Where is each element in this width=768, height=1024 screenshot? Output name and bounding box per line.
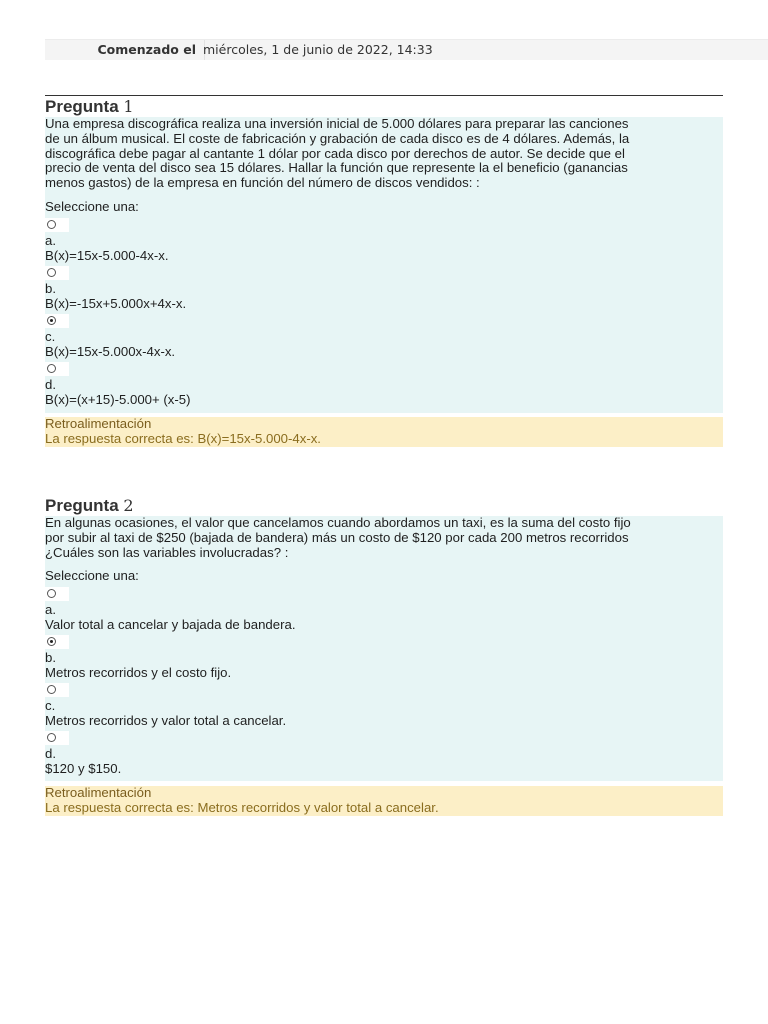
- option-text: Metros recorridos y el costo fijo.: [45, 665, 232, 681]
- option-letter: c.: [45, 328, 56, 344]
- option-letter: b.: [45, 280, 56, 296]
- option-letter: c.: [45, 698, 56, 714]
- question-2-option-d[interactable]: [45, 729, 723, 777]
- question-2-number: 2: [123, 496, 134, 515]
- option-text: B(x)=-15x+5.000x+4x-x.: [45, 295, 187, 311]
- radio-button-selected[interactable]: [45, 635, 69, 649]
- option-letter: b.: [45, 650, 56, 666]
- question-2-option-a[interactable]: [45, 585, 723, 633]
- option-text: B(x)=15x-5.000-4x-x.: [45, 247, 169, 263]
- question-2-title-word: Pregunta: [45, 496, 119, 515]
- radio-button[interactable]: [45, 587, 69, 601]
- radio-button[interactable]: [45, 683, 69, 697]
- question-2-prompt: Seleccione una:: [45, 568, 139, 584]
- question-1-feedback: [45, 417, 723, 447]
- question-1-option-c[interactable]: [45, 312, 723, 360]
- question-1-option-b[interactable]: [45, 264, 723, 312]
- question-1-text: Una empresa discográfica realiza una inversión inicial de 5.000 dólares para preparar las canciones de un álbum musical. El coste de fabricación y grabación de cada disco es de 4 dólares. Además, la discográfica debe pagar al cantante 1 dólar por cada disco por derechos de autor. Se decide que el precio de venta del disco sea 15 dólares. Hallar la función que represente la el beneficio (ganancias menos gastos) de la empresa en función del número de discos vendidos: :: [45, 116, 630, 191]
- question-1-title-word: Pregunta: [45, 97, 119, 116]
- question-2-option-b[interactable]: [45, 633, 723, 681]
- feedback-text: La respuesta correcta es: B(x)=15x-5.000-4x-x.: [45, 430, 321, 446]
- feedback-label: Retroalimentación: [45, 785, 152, 800]
- option-letter: a.: [45, 602, 56, 618]
- option-text: B(x)=15x-5.000x-4x-x.: [45, 343, 176, 359]
- question-1-prompt: Seleccione una:: [45, 198, 139, 214]
- question-1-option-a[interactable]: [45, 216, 723, 264]
- feedback-label: Retroalimentación: [45, 416, 152, 431]
- question-1-option-d[interactable]: [45, 360, 723, 408]
- started-label: Comenzado el: [45, 40, 205, 60]
- started-value: miércoles, 1 de junio de 2022, 14:33: [203, 42, 433, 57]
- option-letter: d.: [45, 746, 56, 762]
- question-1-divider: [45, 95, 723, 96]
- option-text: Metros recorridos y valor total a cancelar.: [45, 713, 287, 729]
- option-text: $120 y $150.: [45, 761, 122, 777]
- question-1-title: [45, 97, 134, 117]
- question-2-title: [45, 496, 134, 516]
- radio-button-selected[interactable]: [45, 314, 69, 328]
- option-text: Valor total a cancelar y bajada de bandera.: [45, 617, 296, 633]
- question-2-body: [45, 516, 723, 781]
- option-text: B(x)=(x+15)-5.000+ (x-5): [45, 391, 191, 407]
- question-2-feedback: [45, 786, 723, 816]
- radio-button[interactable]: [45, 266, 69, 280]
- option-letter: a.: [45, 232, 56, 248]
- attempt-info-row: [45, 39, 768, 60]
- feedback-text: La respuesta correcta es: Metros recorridos y valor total a cancelar.: [45, 799, 439, 815]
- radio-button[interactable]: [45, 362, 69, 376]
- question-1-number: 1: [123, 97, 134, 116]
- question-2-text: En algunas ocasiones, el valor que cancelamos cuando abordamos un taxi, es la suma del costo fijo por subir al taxi de $250 (bajada de bandera) más un costo de $120 por cada 200 metros recorridos ¿Cuáles son las variables involucradas? :: [45, 515, 631, 560]
- option-letter: d.: [45, 376, 56, 392]
- radio-button[interactable]: [45, 731, 69, 745]
- radio-button[interactable]: [45, 218, 69, 232]
- question-1-body: [45, 117, 723, 413]
- question-2-option-c[interactable]: [45, 681, 723, 729]
